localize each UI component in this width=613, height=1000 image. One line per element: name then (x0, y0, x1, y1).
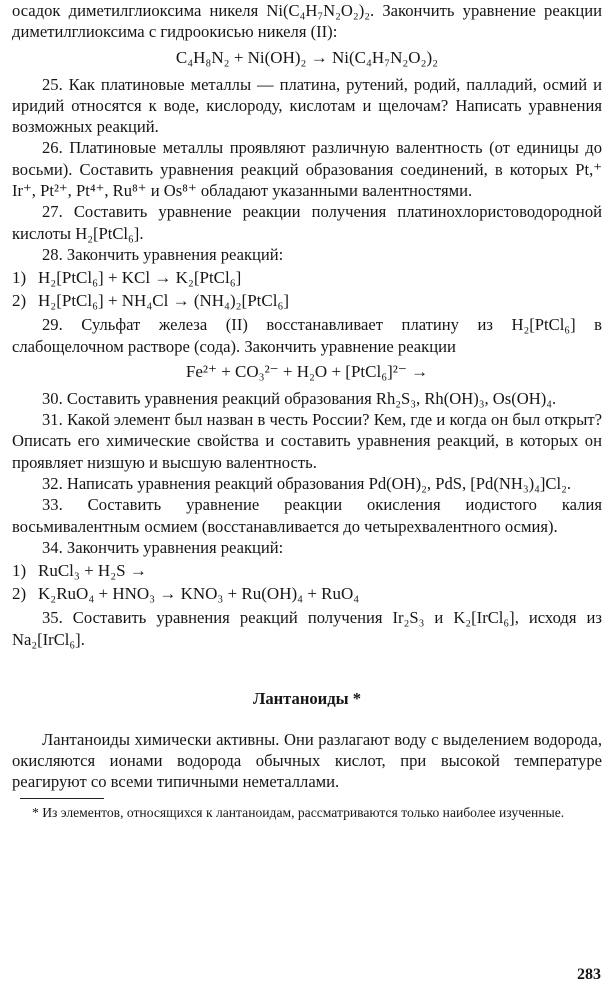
problem-29: 29. Сульфат железа (II) восстанавливает платину из H₂[PtCl₆] в слабощелочном растворе (сода). Закончить уравнение реакции (12, 315, 602, 356)
problem-28: 28. Закончить уравнения реакций: (42, 244, 284, 264)
reaction-equation: RuCl₃ + H₂S → (38, 561, 147, 581)
reaction-equation: K₂RuO₄ + HNO₃ → KNO₃ + Ru(OH)₄ + RuO₄ (38, 584, 360, 604)
reaction-number: 1) (12, 268, 27, 288)
problem-26: 26. Платиновые металлы проявляют различную валентность (от единицы до восьми). Составить уравнения реакций образования соединений, в которых Pt,⁺ Ir⁺, Pt²⁺, Pt⁴⁺, Ru⁸⁺ и Os⁸⁺ обладают указанными валентностями. (12, 138, 602, 201)
reaction-item (12, 266, 602, 289)
page (12, 0, 602, 822)
reaction-number: 2) (12, 291, 27, 311)
problem-30: 30. Составить уравнения реакций образования Rh₂S₃, Rh(OH)₃, Os(OH)₄. (42, 388, 557, 408)
footnote: * Из элементов, относящихся к лантаноидам, рассматриваются только наиболее изученные. (32, 804, 565, 820)
equation-iron-platinum: Fe²⁺ + CO₃²⁻ + H₂O + [PtCl₆]²⁻ → (185, 361, 429, 381)
reaction-item (12, 559, 602, 582)
problem-34: 34. Закончить уравнения реакций: (42, 537, 284, 557)
reaction-item (12, 289, 602, 312)
reaction-number: 1) (12, 561, 27, 581)
section-heading: Лантаноиды * (252, 688, 362, 708)
problem-33: 33. Составить уравнение реакции окисления иодистого калия восьмивалентным осмием (восстанавливается до четырехвалентного осмия). (12, 495, 602, 536)
reaction-number: 2) (12, 584, 27, 604)
reaction-equation: H₂[PtCl₆] + NH₄Cl → (NH₄)₂[PtCl₆] (38, 291, 290, 311)
equation-nickel: C₄H₈N₂ + Ni(OH)₂ → Ni(C₄H₇N₂O₂)₂ (175, 47, 439, 67)
reaction-equation: H₂[PtCl₆] + KCl → K₂[PtCl₆] (38, 268, 242, 288)
reaction-list-28 (12, 266, 602, 312)
page-number: 283 (577, 966, 601, 983)
reaction-list-34 (12, 559, 602, 605)
problem-27: 27. Составить уравнение реакции получения платинохлористоводородной кислоты H₂[PtCl₆]. (12, 202, 602, 243)
problem-31: 31. Какой элемент был назван в честь России? Кем, где и когда он был открыт? Описать его химические свойства и составить уравнения реакций, в которых он проявляет низшую и высшую валентность. (12, 410, 602, 472)
paragraph-intro: осадок диметилглиоксима никеля Ni(C₄H₇N₂O₂)₂. Закончить уравнение реакции диметилглиоксима с гидроокисью никеля (II): (12, 1, 602, 42)
problem-35: 35. Составить уравнения реакций получения Ir₂S₃ и K₂[IrCl₆], исходя из Na₂[IrCl₆]. (12, 608, 602, 649)
reaction-item (12, 582, 602, 605)
problem-25: 25. Как платиновые металлы — платина, рутений, родий, палладий, осмий и иридий относятся к воде, кислороду, кислотам и щелочам? Написать уравнения возможных реакций. (12, 74, 602, 137)
section-body: Лантаноиды химически активны. Они разлагают воду с выделением водорода, окисляются ионами водорода обычных кислот, при высокой температуре реагируют со всеми типичными неметаллами. (12, 729, 602, 792)
footnote-divider (20, 798, 104, 799)
problem-32: 32. Написать уравнения реакций образования Pd(OH)₂, PdS, [Pd(NH₃)₄]Cl₂. (42, 474, 572, 494)
